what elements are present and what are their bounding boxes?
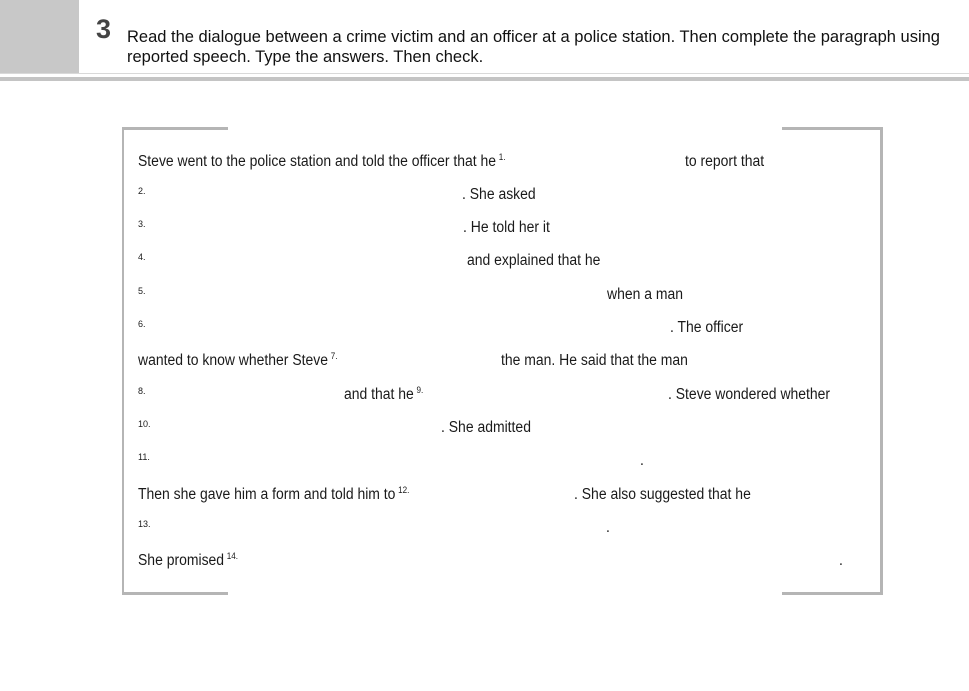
answer-input-2[interactable] <box>152 186 461 206</box>
gap-number-8: 8. <box>138 386 146 396</box>
gap-number-1: 1. <box>498 152 506 162</box>
frame-bottom-left-bar <box>122 592 228 595</box>
frame-top-right-bar <box>782 127 883 130</box>
line12-end-text: . She also suggested that he <box>574 486 751 503</box>
gap-number-6: 6. <box>138 319 146 329</box>
answer-input-4[interactable] <box>152 252 464 272</box>
gap-number-13: 13. <box>138 519 151 529</box>
line12-text: Then she gave him a form and told him to $^{12.}$ <box>138 485 410 503</box>
line1-text: Steve went to the police station and told the officer that he $^{1.}$ <box>138 152 506 170</box>
answer-input-11[interactable] <box>156 452 640 472</box>
line3-end-text: . He told her it <box>463 219 550 236</box>
line7-text: wanted to know whether Steve $^{7.}$ <box>138 351 338 369</box>
gap-number-2: 2. <box>138 186 146 196</box>
answer-input-14[interactable] <box>255 552 837 572</box>
exercise-instructions: Read the dialogue between a crime victim and an officer at a police station. Then complete the paragraph using reported speech. Type the answers. Then check. <box>127 28 940 66</box>
answer-input-10[interactable] <box>156 419 440 439</box>
gap-number-7: 7. <box>330 351 338 361</box>
line1-end-text: to report that <box>685 153 765 170</box>
answer-input-7[interactable] <box>370 352 499 372</box>
line2-end-text: . She asked <box>462 186 536 203</box>
frame-right-border <box>880 128 883 595</box>
gap-number-11: 11. <box>138 452 150 462</box>
line10-end-text: . She admitted <box>441 419 531 436</box>
answer-input-6[interactable] <box>152 319 668 339</box>
line8-end-text: . Steve wondered whether <box>668 386 831 403</box>
line11-end-text: . <box>640 452 644 469</box>
gap-number-5: 5. <box>138 286 146 296</box>
header-divider <box>0 77 969 81</box>
line14-end-text: . <box>839 552 843 569</box>
frame-top-left-bar <box>122 127 228 130</box>
header-divider-thin <box>0 73 969 74</box>
gap-number-9: 9. <box>416 385 424 395</box>
answer-input-13[interactable] <box>156 519 605 539</box>
line7-end-text: the man. He said that the man <box>501 352 688 369</box>
gap-number-14: 14. <box>226 551 239 561</box>
answer-input-1[interactable] <box>552 153 681 173</box>
frame-left-border <box>122 128 124 595</box>
gap-number-10: 10. <box>138 419 151 429</box>
answer-input-3[interactable] <box>152 219 461 239</box>
line13-end-text: . <box>606 519 610 536</box>
gap-number-3: 3. <box>138 219 146 229</box>
line5-end-text: when a man <box>607 286 684 303</box>
gap-number-12: 12. <box>398 485 410 495</box>
answer-input-8[interactable] <box>152 386 341 406</box>
answer-input-12[interactable] <box>440 486 572 506</box>
line8-mid-text: and that he $^{9.}$ <box>344 385 424 403</box>
exercise-number: 3 <box>96 14 112 44</box>
line14-text: She promised $^{14.}$ <box>138 551 239 569</box>
line6-end-text: . The officer <box>670 319 744 336</box>
exercise-number-box <box>0 0 79 73</box>
line4-end-text: and explained that he <box>467 252 601 269</box>
answer-input-9[interactable] <box>440 386 666 406</box>
answer-input-5[interactable] <box>152 286 604 306</box>
frame-bottom-right-bar <box>782 592 883 595</box>
gap-number-4: 4. <box>138 252 146 262</box>
